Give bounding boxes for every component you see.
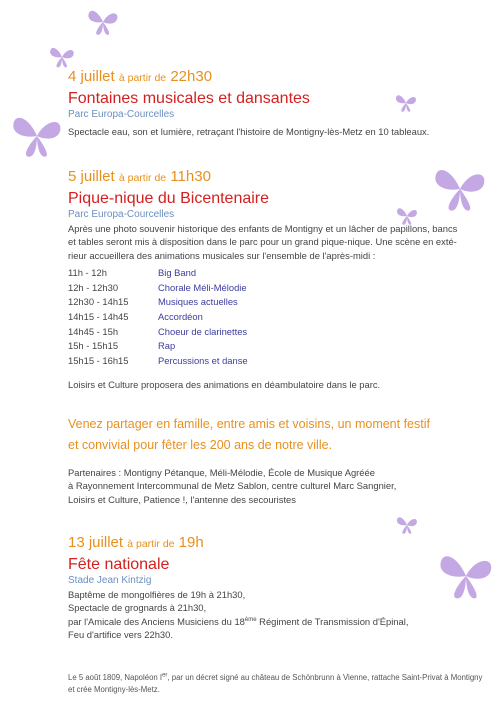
ordinal-suffix: er: [162, 672, 168, 679]
event-date: [68, 168, 488, 187]
amicale-text: Régiment de Transmission d'Épinal,: [256, 615, 409, 627]
schedule-time: 12h30 - 14h15: [68, 296, 129, 308]
ordinal-suffix: ème: [244, 616, 257, 623]
event-place: Parc Europa-Courcelles: [68, 109, 175, 120]
event-place: Parc Europa-Courcelles: [68, 209, 175, 220]
date-day: 13 juillet: [68, 534, 124, 551]
event-fontaines: [68, 68, 488, 138]
schedule-activity: Big Band: [158, 267, 197, 279]
butterfly-icon: [86, 6, 120, 38]
date-time: 22h30: [170, 68, 213, 85]
schedule-row: [68, 339, 248, 354]
schedule-activity: Percussions et danse: [158, 354, 248, 366]
schedule-row: [68, 281, 248, 296]
date-time: 11h30: [170, 168, 211, 185]
schedule-row: [68, 354, 248, 369]
callout-line: et convivial pour fêter les 200 ans de notre ville.: [68, 438, 333, 452]
partners-text: [68, 466, 488, 506]
schedule-activity: Chorale Méli-Mélodie: [158, 281, 247, 293]
music-schedule: [68, 266, 248, 368]
event-date: [68, 68, 488, 87]
schedule-activity: Rap: [158, 340, 176, 352]
event-title: Fontaines musicales et dansantes: [68, 90, 310, 107]
description-line: Feu d'artifice vers 22h30.: [68, 629, 173, 641]
event-note: Loisirs et Culture proposera des animations en déambulatoire dans le parc.: [68, 379, 381, 391]
butterfly-icon: [396, 514, 418, 536]
schedule-activity: Musiques actuelles: [158, 296, 238, 308]
event-pique-nique: [68, 168, 488, 392]
event-description: [68, 588, 488, 642]
footnote-line: et crée Montigny-lès-Metz.: [68, 684, 160, 694]
schedule-time: 14h15 - 14h45: [68, 311, 129, 322]
description-line: et tables seront mis à disposition dans le parc pour un grand pique-nique. Une scène en exté-: [68, 236, 457, 248]
date-prefix: à partir de: [127, 538, 175, 550]
event-description: Spectacle eau, son et lumière, retraçant l'histoire de Montigny-lès-Metz en 10 tableaux.: [68, 126, 430, 137]
historical-footnote: [68, 672, 488, 695]
footnote-text: Le 5 août 1809, Napoléon I: [68, 673, 163, 682]
invitation-callout: [68, 414, 488, 456]
butterfly-icon: [10, 110, 64, 162]
footnote-text: , par un décret signé au château de Schönbrunn à Vienne, rattache Saint-Privat à Montigny: [167, 673, 483, 682]
partners-line: à Rayonnement Intercommunal de Metz Sablon, centre culturel Marc Sangnier,: [68, 480, 397, 492]
event-fete-nationale: [68, 534, 488, 642]
event-title: Pique-nique du Bicentenaire: [68, 190, 270, 207]
description-line: Après une photo souvenir historique des enfants de Montigny et un lâcher de papillons, bancs: [68, 223, 458, 234]
partners-line: Partenaires : Montigny Pétanque, Méli-Mélodie, École de Musique Agréée: [68, 467, 375, 478]
schedule-activity: Choeur de clarinettes: [158, 325, 248, 337]
schedule-row: [68, 310, 248, 325]
description-line: Spectacle de grognards à 21h30,: [68, 602, 207, 614]
schedule-time: 11h - 12h: [68, 267, 107, 279]
footnote-line: [68, 672, 488, 684]
schedule-time: 12h - 12h30: [68, 281, 119, 293]
date-prefix: à partir de: [118, 72, 167, 84]
date-prefix: à partir de: [118, 172, 167, 184]
butterfly-icon: [48, 44, 76, 70]
date-day: 5 juillet: [68, 168, 115, 185]
event-description: [68, 222, 488, 262]
partners-line: Loisirs et Culture, Patience !, l'antenne des secouristes: [68, 493, 296, 505]
date-time: 19h: [178, 534, 204, 551]
schedule-time: 14h45 - 15h: [68, 325, 119, 337]
amicale-text: par l'Amicale des Anciens Musiciens du 18: [68, 615, 245, 627]
event-place: Stade Jean Kintzig: [68, 575, 152, 586]
date-day: 4 juillet: [68, 68, 115, 85]
event-title: Fête nationale: [68, 556, 170, 573]
schedule-time: 15h - 15h15: [68, 340, 119, 352]
schedule-activity: Accordéon: [158, 311, 203, 322]
schedule-row: [68, 325, 248, 340]
schedule-time: 15h15 - 16h15: [68, 354, 129, 366]
schedule-row: [68, 266, 248, 281]
callout-line: Venez partager en famille, entre amis et voisins, un moment festif: [68, 417, 430, 431]
description-line: rieur accueillera des animations musicales sur l'ensemble de l'après-midi :: [68, 249, 376, 261]
schedule-row: [68, 295, 248, 310]
description-line: Baptême de mongolfières de 19h à 21h30,: [68, 589, 246, 600]
description-line: [68, 615, 488, 628]
event-date: [68, 534, 488, 553]
